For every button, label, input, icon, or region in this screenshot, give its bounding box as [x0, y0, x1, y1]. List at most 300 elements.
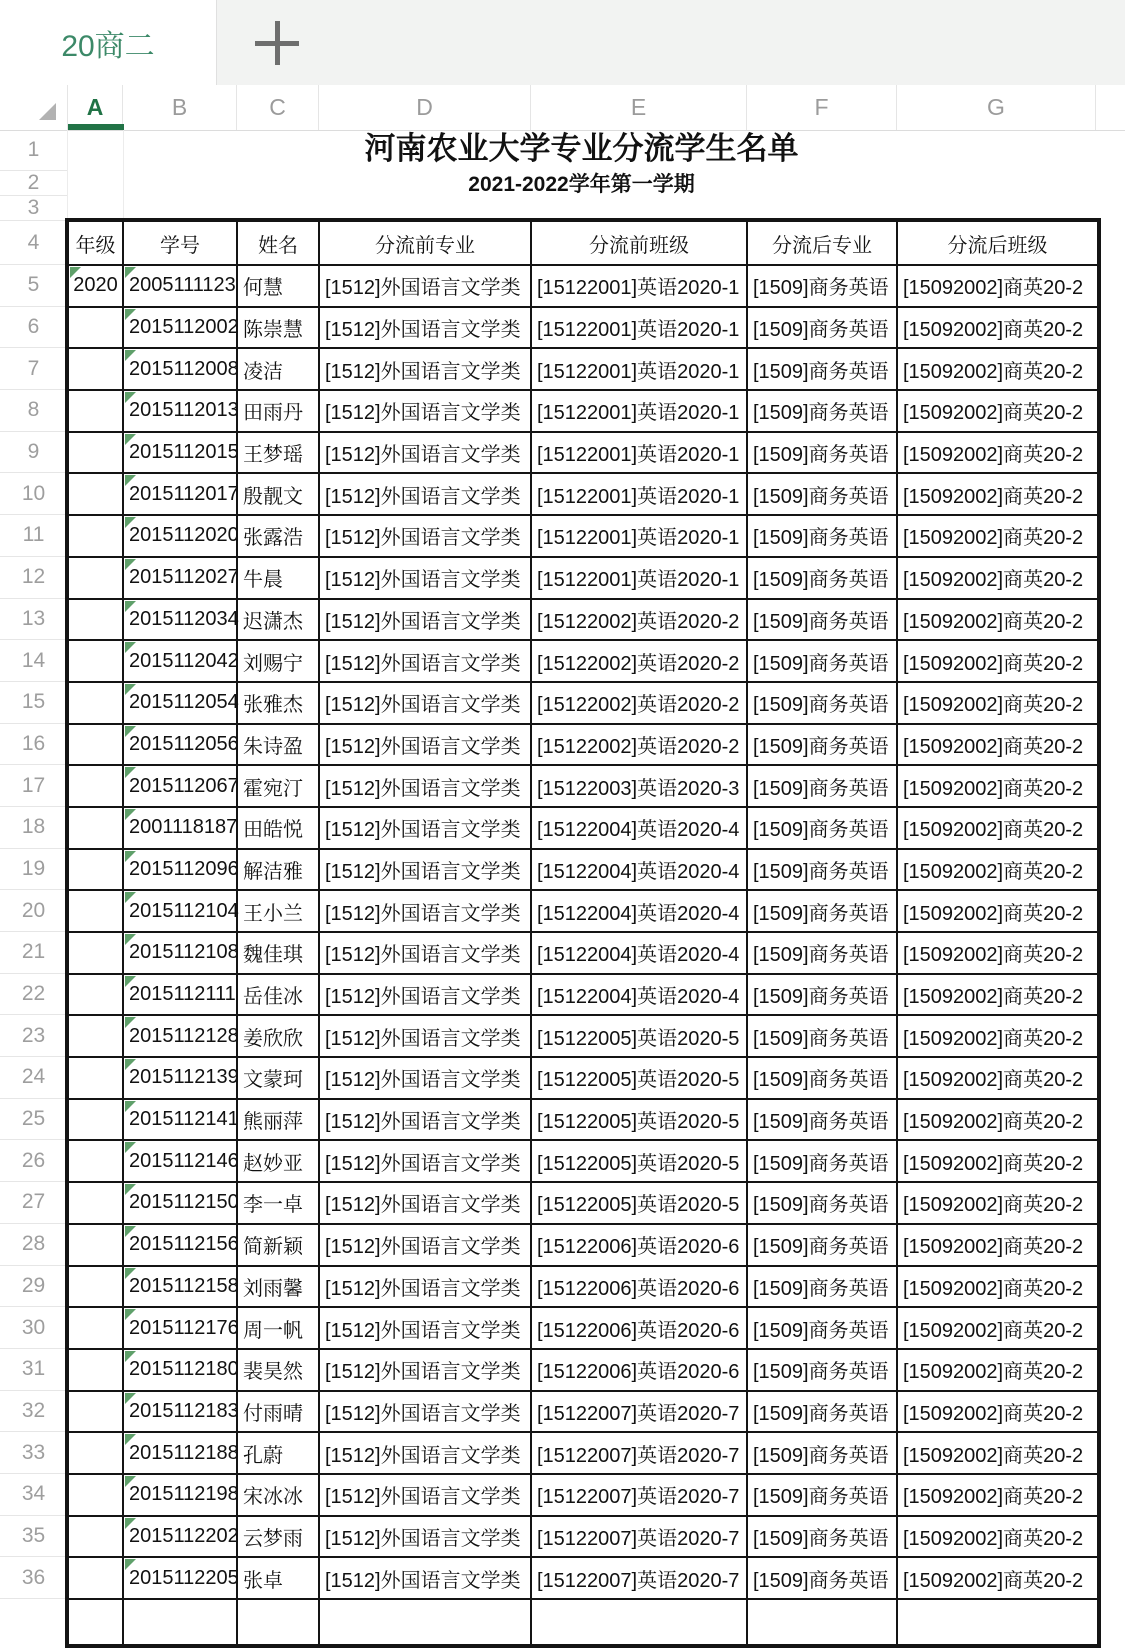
cell-f31[interactable] — [748, 1350, 898, 1392]
row-header-19[interactable]: 19 — [0, 849, 67, 891]
cell-b35[interactable] — [124, 1517, 238, 1559]
cell-f27[interactable] — [748, 1183, 898, 1225]
cell-b36[interactable] — [124, 1558, 238, 1600]
cell-g30[interactable] — [898, 1308, 1097, 1350]
row-header-33[interactable]: 33 — [0, 1432, 67, 1474]
cell-c19[interactable] — [238, 850, 320, 892]
cell-d24[interactable] — [320, 1058, 532, 1100]
cell-c35[interactable] — [238, 1517, 320, 1559]
cell-d29[interactable] — [320, 1267, 532, 1309]
cell-c9[interactable] — [238, 433, 320, 475]
cell-b33[interactable] — [124, 1433, 238, 1475]
cell-d27[interactable] — [320, 1183, 532, 1225]
cell-f37[interactable] — [748, 1600, 898, 1644]
cell-d22[interactable] — [320, 975, 532, 1017]
cell-b7[interactable] — [124, 349, 238, 391]
row-header-36[interactable]: 36 — [0, 1557, 67, 1599]
cell-g26[interactable] — [898, 1141, 1097, 1183]
cell-e21[interactable] — [532, 933, 748, 975]
cell-g12[interactable] — [898, 558, 1097, 600]
cell-c36[interactable] — [238, 1558, 320, 1600]
cell-e29[interactable] — [532, 1267, 748, 1309]
cell-g5[interactable] — [898, 266, 1097, 308]
cell-b11[interactable] — [124, 516, 238, 558]
cell-c23[interactable] — [238, 1016, 320, 1058]
cell-f28[interactable] — [748, 1225, 898, 1267]
cell-b14[interactable] — [124, 641, 238, 683]
cell-g31[interactable] — [898, 1350, 1097, 1392]
cell-c11[interactable] — [238, 516, 320, 558]
cell-f22[interactable] — [748, 975, 898, 1017]
green-triangle-icon — [125, 309, 136, 320]
cell-b17[interactable] — [124, 766, 238, 808]
cell-a6[interactable] — [69, 308, 124, 350]
cell-c15[interactable] — [238, 683, 320, 725]
cell-d7[interactable] — [320, 349, 532, 391]
cell-a18[interactable] — [69, 808, 124, 850]
cell-g18[interactable] — [898, 808, 1097, 850]
cell-f32[interactable] — [748, 1392, 898, 1434]
row-header-1[interactable]: 1 — [0, 130, 67, 171]
cell-d32[interactable] — [320, 1392, 532, 1434]
cell-f11[interactable] — [748, 516, 898, 558]
cell-d23[interactable] — [320, 1016, 532, 1058]
cell-b26[interactable] — [124, 1141, 238, 1183]
cell-g13[interactable] — [898, 600, 1097, 642]
cell-c21[interactable] — [238, 933, 320, 975]
subtitle-cell[interactable]: 2021-2022学年第一学期 — [468, 173, 695, 196]
cell-c34[interactable] — [238, 1475, 320, 1517]
cell-a26[interactable] — [69, 1141, 124, 1183]
cell-e26[interactable] — [532, 1141, 748, 1183]
cell-f35[interactable] — [748, 1517, 898, 1559]
cell-a33[interactable] — [69, 1433, 124, 1475]
cell-value: [15122001]英语2020-1 — [537, 569, 740, 592]
cell-b28[interactable] — [124, 1225, 238, 1267]
add-sheet-button[interactable] — [217, 0, 337, 85]
cell-c20[interactable] — [238, 891, 320, 933]
cell-c13[interactable] — [238, 600, 320, 642]
cell-c25[interactable] — [238, 1100, 320, 1142]
cell-d11[interactable] — [320, 516, 532, 558]
cell-c6[interactable] — [238, 308, 320, 350]
cell-a17[interactable] — [69, 766, 124, 808]
cell-e6[interactable] — [532, 308, 748, 350]
cell-e14[interactable] — [532, 641, 748, 683]
cell-a30[interactable] — [69, 1308, 124, 1350]
cell-f21[interactable] — [748, 933, 898, 975]
cell-a20[interactable] — [69, 891, 124, 933]
cell-g27[interactable] — [898, 1183, 1097, 1225]
column-header-d[interactable]: D — [319, 85, 531, 130]
cell-e17[interactable] — [532, 766, 748, 808]
cell-a8[interactable] — [69, 391, 124, 433]
cell-e15[interactable] — [532, 683, 748, 725]
cell-f5[interactable] — [748, 266, 898, 308]
cell-f10[interactable] — [748, 474, 898, 516]
header-name[interactable]: 姓名 — [238, 222, 320, 266]
cell-d31[interactable] — [320, 1350, 532, 1392]
cell-value: [15122007]英语2020-7 — [537, 1569, 740, 1592]
cell-a31[interactable] — [69, 1350, 124, 1392]
cell-e32[interactable] — [532, 1392, 748, 1434]
row-header-2[interactable]: 2 — [0, 171, 67, 196]
cell-d28[interactable] — [320, 1225, 532, 1267]
row-header-14[interactable]: 14 — [0, 640, 67, 682]
cell-value: [15092002]商英20-2 — [903, 652, 1084, 675]
cell-g23[interactable] — [898, 1016, 1097, 1058]
header-post-class[interactable]: 分流后班级 — [898, 222, 1097, 266]
cell-f14[interactable] — [748, 641, 898, 683]
cell-d34[interactable] — [320, 1475, 532, 1517]
row-header-28[interactable]: 28 — [0, 1224, 67, 1266]
cell-c16[interactable] — [238, 725, 320, 767]
cell-g29[interactable] — [898, 1267, 1097, 1309]
row-header-13[interactable]: 13 — [0, 599, 67, 641]
cell-a16[interactable] — [69, 725, 124, 767]
cell-b12[interactable] — [124, 558, 238, 600]
row-header-7[interactable]: 7 — [0, 348, 67, 390]
cell-d36[interactable] — [320, 1558, 532, 1600]
cell-d17[interactable] — [320, 766, 532, 808]
row-header-22[interactable]: 22 — [0, 974, 67, 1016]
cell-d10[interactable] — [320, 474, 532, 516]
cell-a13[interactable] — [69, 600, 124, 642]
cell-c7[interactable] — [238, 349, 320, 391]
cell-b31[interactable] — [124, 1350, 238, 1392]
cell-g37[interactable] — [898, 1600, 1097, 1644]
cell-d33[interactable] — [320, 1433, 532, 1475]
sheet-tab-active[interactable] — [0, 0, 216, 86]
cell-e16[interactable] — [532, 725, 748, 767]
cell-e20[interactable] — [532, 891, 748, 933]
cell-b5[interactable] — [124, 266, 238, 308]
cell-d8[interactable] — [320, 391, 532, 433]
cell-a23[interactable] — [69, 1016, 124, 1058]
cell-f23[interactable] — [748, 1016, 898, 1058]
cell-b23[interactable] — [124, 1016, 238, 1058]
cell-g9[interactable] — [898, 433, 1097, 475]
cell-e7[interactable] — [532, 349, 748, 391]
row-header-12[interactable]: 12 — [0, 557, 67, 599]
cell-c14[interactable] — [238, 641, 320, 683]
cell-value: [15092002]商英20-2 — [903, 444, 1084, 467]
cell-f26[interactable] — [748, 1141, 898, 1183]
cell-e34[interactable] — [532, 1475, 748, 1517]
row-header-11[interactable]: 11 — [0, 515, 67, 557]
column-header-g[interactable]: G — [897, 85, 1096, 130]
header-pre-major[interactable]: 分流前专业 — [320, 222, 532, 266]
cell-a14[interactable] — [69, 641, 124, 683]
cell-g15[interactable] — [898, 683, 1097, 725]
row-header-29[interactable]: 29 — [0, 1266, 67, 1308]
cell-c22[interactable] — [238, 975, 320, 1017]
row-header-15[interactable]: 15 — [0, 682, 67, 724]
cell-d15[interactable] — [320, 683, 532, 725]
cell-g16[interactable] — [898, 725, 1097, 767]
cell-g14[interactable] — [898, 641, 1097, 683]
cell-e37[interactable] — [532, 1600, 748, 1644]
row-header-10[interactable]: 10 — [0, 473, 67, 515]
header-pre-class[interactable]: 分流前班级 — [532, 222, 748, 266]
cell-b16[interactable] — [124, 725, 238, 767]
cell-b15[interactable] — [124, 683, 238, 725]
cell-d19[interactable] — [320, 850, 532, 892]
cell-f17[interactable] — [748, 766, 898, 808]
cell-b24[interactable] — [124, 1058, 238, 1100]
column-header-b[interactable]: B — [123, 85, 237, 130]
cell-c33[interactable] — [238, 1433, 320, 1475]
cell-f36[interactable] — [748, 1558, 898, 1600]
cell-e10[interactable] — [532, 474, 748, 516]
green-triangle-icon — [125, 559, 136, 570]
green-triangle-icon — [125, 1559, 136, 1570]
cell-f20[interactable] — [748, 891, 898, 933]
cell-a29[interactable] — [69, 1267, 124, 1309]
row-header-6[interactable]: 6 — [0, 307, 67, 349]
cell-a35[interactable] — [69, 1517, 124, 1559]
cell-g24[interactable] — [898, 1058, 1097, 1100]
cell-a15[interactable] — [69, 683, 124, 725]
cell-c30[interactable] — [238, 1308, 320, 1350]
cell-b13[interactable] — [124, 600, 238, 642]
cell-f12[interactable] — [748, 558, 898, 600]
cell-e8[interactable] — [532, 391, 748, 433]
row-header-30[interactable]: 30 — [0, 1307, 67, 1349]
row-header-9[interactable]: 9 — [0, 432, 67, 474]
row-header-17[interactable]: 17 — [0, 765, 67, 807]
column-header-e[interactable]: E — [531, 85, 747, 130]
cell-e5[interactable] — [532, 266, 748, 308]
cell-value: 2015112141 — [129, 1108, 239, 1131]
cell-a25[interactable] — [69, 1100, 124, 1142]
cell-d26[interactable] — [320, 1141, 532, 1183]
cell-b32[interactable] — [124, 1392, 238, 1434]
title-cell[interactable]: 河南农业大学专业分流学生名单 — [364, 131, 799, 166]
cell-d14[interactable] — [320, 641, 532, 683]
row-header-27[interactable]: 27 — [0, 1182, 67, 1224]
row-header-32[interactable]: 32 — [0, 1391, 67, 1433]
cell-f18[interactable] — [748, 808, 898, 850]
cell-d6[interactable] — [320, 308, 532, 350]
cell-c28[interactable] — [238, 1225, 320, 1267]
cell-b30[interactable] — [124, 1308, 238, 1350]
cell-e23[interactable] — [532, 1016, 748, 1058]
cell-b8[interactable] — [124, 391, 238, 433]
cell-a11[interactable] — [69, 516, 124, 558]
cell-d20[interactable] — [320, 891, 532, 933]
cell-b29[interactable] — [124, 1267, 238, 1309]
cell-d18[interactable] — [320, 808, 532, 850]
column-header-c[interactable]: C — [237, 85, 319, 130]
cell-a19[interactable] — [69, 850, 124, 892]
cell-value: [1509]商务英语 — [753, 444, 889, 467]
cell-d9[interactable] — [320, 433, 532, 475]
cell-f13[interactable] — [748, 600, 898, 642]
row-header-23[interactable]: 23 — [0, 1015, 67, 1057]
cell-d13[interactable] — [320, 600, 532, 642]
cell-a24[interactable] — [69, 1058, 124, 1100]
cell-c24[interactable] — [238, 1058, 320, 1100]
cell-f34[interactable] — [748, 1475, 898, 1517]
cell-e35[interactable] — [532, 1517, 748, 1559]
row-header-4[interactable]: 4 — [0, 221, 67, 265]
row-header-25[interactable]: 25 — [0, 1099, 67, 1141]
cell-g22[interactable] — [898, 975, 1097, 1017]
cell-a36[interactable] — [69, 1558, 124, 1600]
cell-c37[interactable] — [238, 1600, 320, 1644]
cell-e13[interactable] — [532, 600, 748, 642]
cell-f15[interactable] — [748, 683, 898, 725]
cell-e28[interactable] — [532, 1225, 748, 1267]
cell-b18[interactable] — [124, 808, 238, 850]
cell-e12[interactable] — [532, 558, 748, 600]
cell-g7[interactable] — [898, 349, 1097, 391]
cell-d25[interactable] — [320, 1100, 532, 1142]
column-header-a[interactable]: A — [68, 85, 123, 130]
cell-b19[interactable] — [124, 850, 238, 892]
row-header-8[interactable]: 8 — [0, 390, 67, 432]
cell-f16[interactable] — [748, 725, 898, 767]
cell-e36[interactable] — [532, 1558, 748, 1600]
cell-a7[interactable] — [69, 349, 124, 391]
cell-a10[interactable] — [69, 474, 124, 516]
cell-c27[interactable] — [238, 1183, 320, 1225]
cell-e25[interactable] — [532, 1100, 748, 1142]
cell-c29[interactable] — [238, 1267, 320, 1309]
cell-a28[interactable] — [69, 1225, 124, 1267]
header-post-major[interactable]: 分流后专业 — [748, 222, 898, 266]
cell-e24[interactable] — [532, 1058, 748, 1100]
row-header-3[interactable]: 3 — [0, 196, 67, 221]
cell-g28[interactable] — [898, 1225, 1097, 1267]
row-header-26[interactable]: 26 — [0, 1140, 67, 1182]
cell-f30[interactable] — [748, 1308, 898, 1350]
row-header-16[interactable]: 16 — [0, 724, 67, 766]
cell-d16[interactable] — [320, 725, 532, 767]
row-header-24[interactable]: 24 — [0, 1057, 67, 1099]
cell-b25[interactable] — [124, 1100, 238, 1142]
cell-d30[interactable] — [320, 1308, 532, 1350]
cell-g25[interactable] — [898, 1100, 1097, 1142]
cell-f33[interactable] — [748, 1433, 898, 1475]
cell-b34[interactable] — [124, 1475, 238, 1517]
cell-g10[interactable] — [898, 474, 1097, 516]
cell-c31[interactable] — [238, 1350, 320, 1392]
cell-a37[interactable] — [69, 1600, 124, 1644]
cell-e11[interactable] — [532, 516, 748, 558]
cell-c12[interactable] — [238, 558, 320, 600]
cell-g32[interactable] — [898, 1392, 1097, 1434]
cell-a22[interactable] — [69, 975, 124, 1017]
row-header-34[interactable]: 34 — [0, 1474, 67, 1516]
cell-a21[interactable] — [69, 933, 124, 975]
cell-g8[interactable] — [898, 391, 1097, 433]
cell-a12[interactable] — [69, 558, 124, 600]
cell-c10[interactable] — [238, 474, 320, 516]
row-header-31[interactable]: 31 — [0, 1349, 67, 1391]
column-header-f[interactable]: F — [747, 85, 897, 130]
select-all-corner[interactable] — [0, 85, 68, 130]
cell-value: 张卓 — [243, 1569, 283, 1592]
cell-b6[interactable] — [124, 308, 238, 350]
header-student-id[interactable]: 学号 — [124, 222, 238, 266]
row-header-20[interactable]: 20 — [0, 890, 67, 932]
cell-f24[interactable] — [748, 1058, 898, 1100]
cell-a9[interactable] — [69, 433, 124, 475]
cell-c8[interactable] — [238, 391, 320, 433]
cell-a27[interactable] — [69, 1183, 124, 1225]
row-header-21[interactable]: 21 — [0, 932, 67, 974]
cell-b27[interactable] — [124, 1183, 238, 1225]
cell-f19[interactable] — [748, 850, 898, 892]
cell-d5[interactable] — [320, 266, 532, 308]
cell-a32[interactable] — [69, 1392, 124, 1434]
cell-e30[interactable] — [532, 1308, 748, 1350]
cell-b9[interactable] — [124, 433, 238, 475]
cell-g35[interactable] — [898, 1517, 1097, 1559]
row-header-5[interactable]: 5 — [0, 265, 67, 307]
row-header-35[interactable]: 35 — [0, 1516, 67, 1558]
cell-value: [15122005]英语2020-5 — [537, 1069, 740, 1092]
cell-d12[interactable] — [320, 558, 532, 600]
cell-g11[interactable] — [898, 516, 1097, 558]
cell-f25[interactable] — [748, 1100, 898, 1142]
cell-b20[interactable] — [124, 891, 238, 933]
cell-d37[interactable] — [320, 1600, 532, 1644]
cell-g20[interactable] — [898, 891, 1097, 933]
cell-c18[interactable] — [238, 808, 320, 850]
cell-e19[interactable] — [532, 850, 748, 892]
cell-a34[interactable] — [69, 1475, 124, 1517]
cell-g36[interactable] — [898, 1558, 1097, 1600]
cell-b21[interactable] — [124, 933, 238, 975]
header-grade[interactable]: 年级 — [69, 222, 124, 266]
cell-g19[interactable] — [898, 850, 1097, 892]
cell-e31[interactable] — [532, 1350, 748, 1392]
cell-b37[interactable] — [124, 1600, 238, 1644]
cell-e9[interactable] — [532, 433, 748, 475]
cell-b22[interactable] — [124, 975, 238, 1017]
cell-g34[interactable] — [898, 1475, 1097, 1517]
cell-e18[interactable] — [532, 808, 748, 850]
cell-a5[interactable] — [69, 266, 124, 308]
row-header-18[interactable]: 18 — [0, 807, 67, 849]
cell-g17[interactable] — [898, 766, 1097, 808]
cell-c5[interactable] — [238, 266, 320, 308]
cell-g21[interactable] — [898, 933, 1097, 975]
cell-f9[interactable] — [748, 433, 898, 475]
cell-e22[interactable] — [532, 975, 748, 1017]
cell-b10[interactable] — [124, 474, 238, 516]
cell-f8[interactable] — [748, 391, 898, 433]
cell-f29[interactable] — [748, 1267, 898, 1309]
cell-f6[interactable] — [748, 308, 898, 350]
cell-d21[interactable] — [320, 933, 532, 975]
cell-g33[interactable] — [898, 1433, 1097, 1475]
cell-d35[interactable] — [320, 1517, 532, 1559]
cell-f7[interactable] — [748, 349, 898, 391]
cell-c26[interactable] — [238, 1141, 320, 1183]
cell-e33[interactable] — [532, 1433, 748, 1475]
cell-g6[interactable] — [898, 308, 1097, 350]
cell-e27[interactable] — [532, 1183, 748, 1225]
cell-value: [15092002]商英20-2 — [903, 694, 1084, 717]
cell-c17[interactable] — [238, 766, 320, 808]
cell-c32[interactable] — [238, 1392, 320, 1434]
cell-value: [15092002]商英20-2 — [903, 1444, 1084, 1467]
cell-value: [1512]外国语言文学类 — [325, 444, 521, 467]
